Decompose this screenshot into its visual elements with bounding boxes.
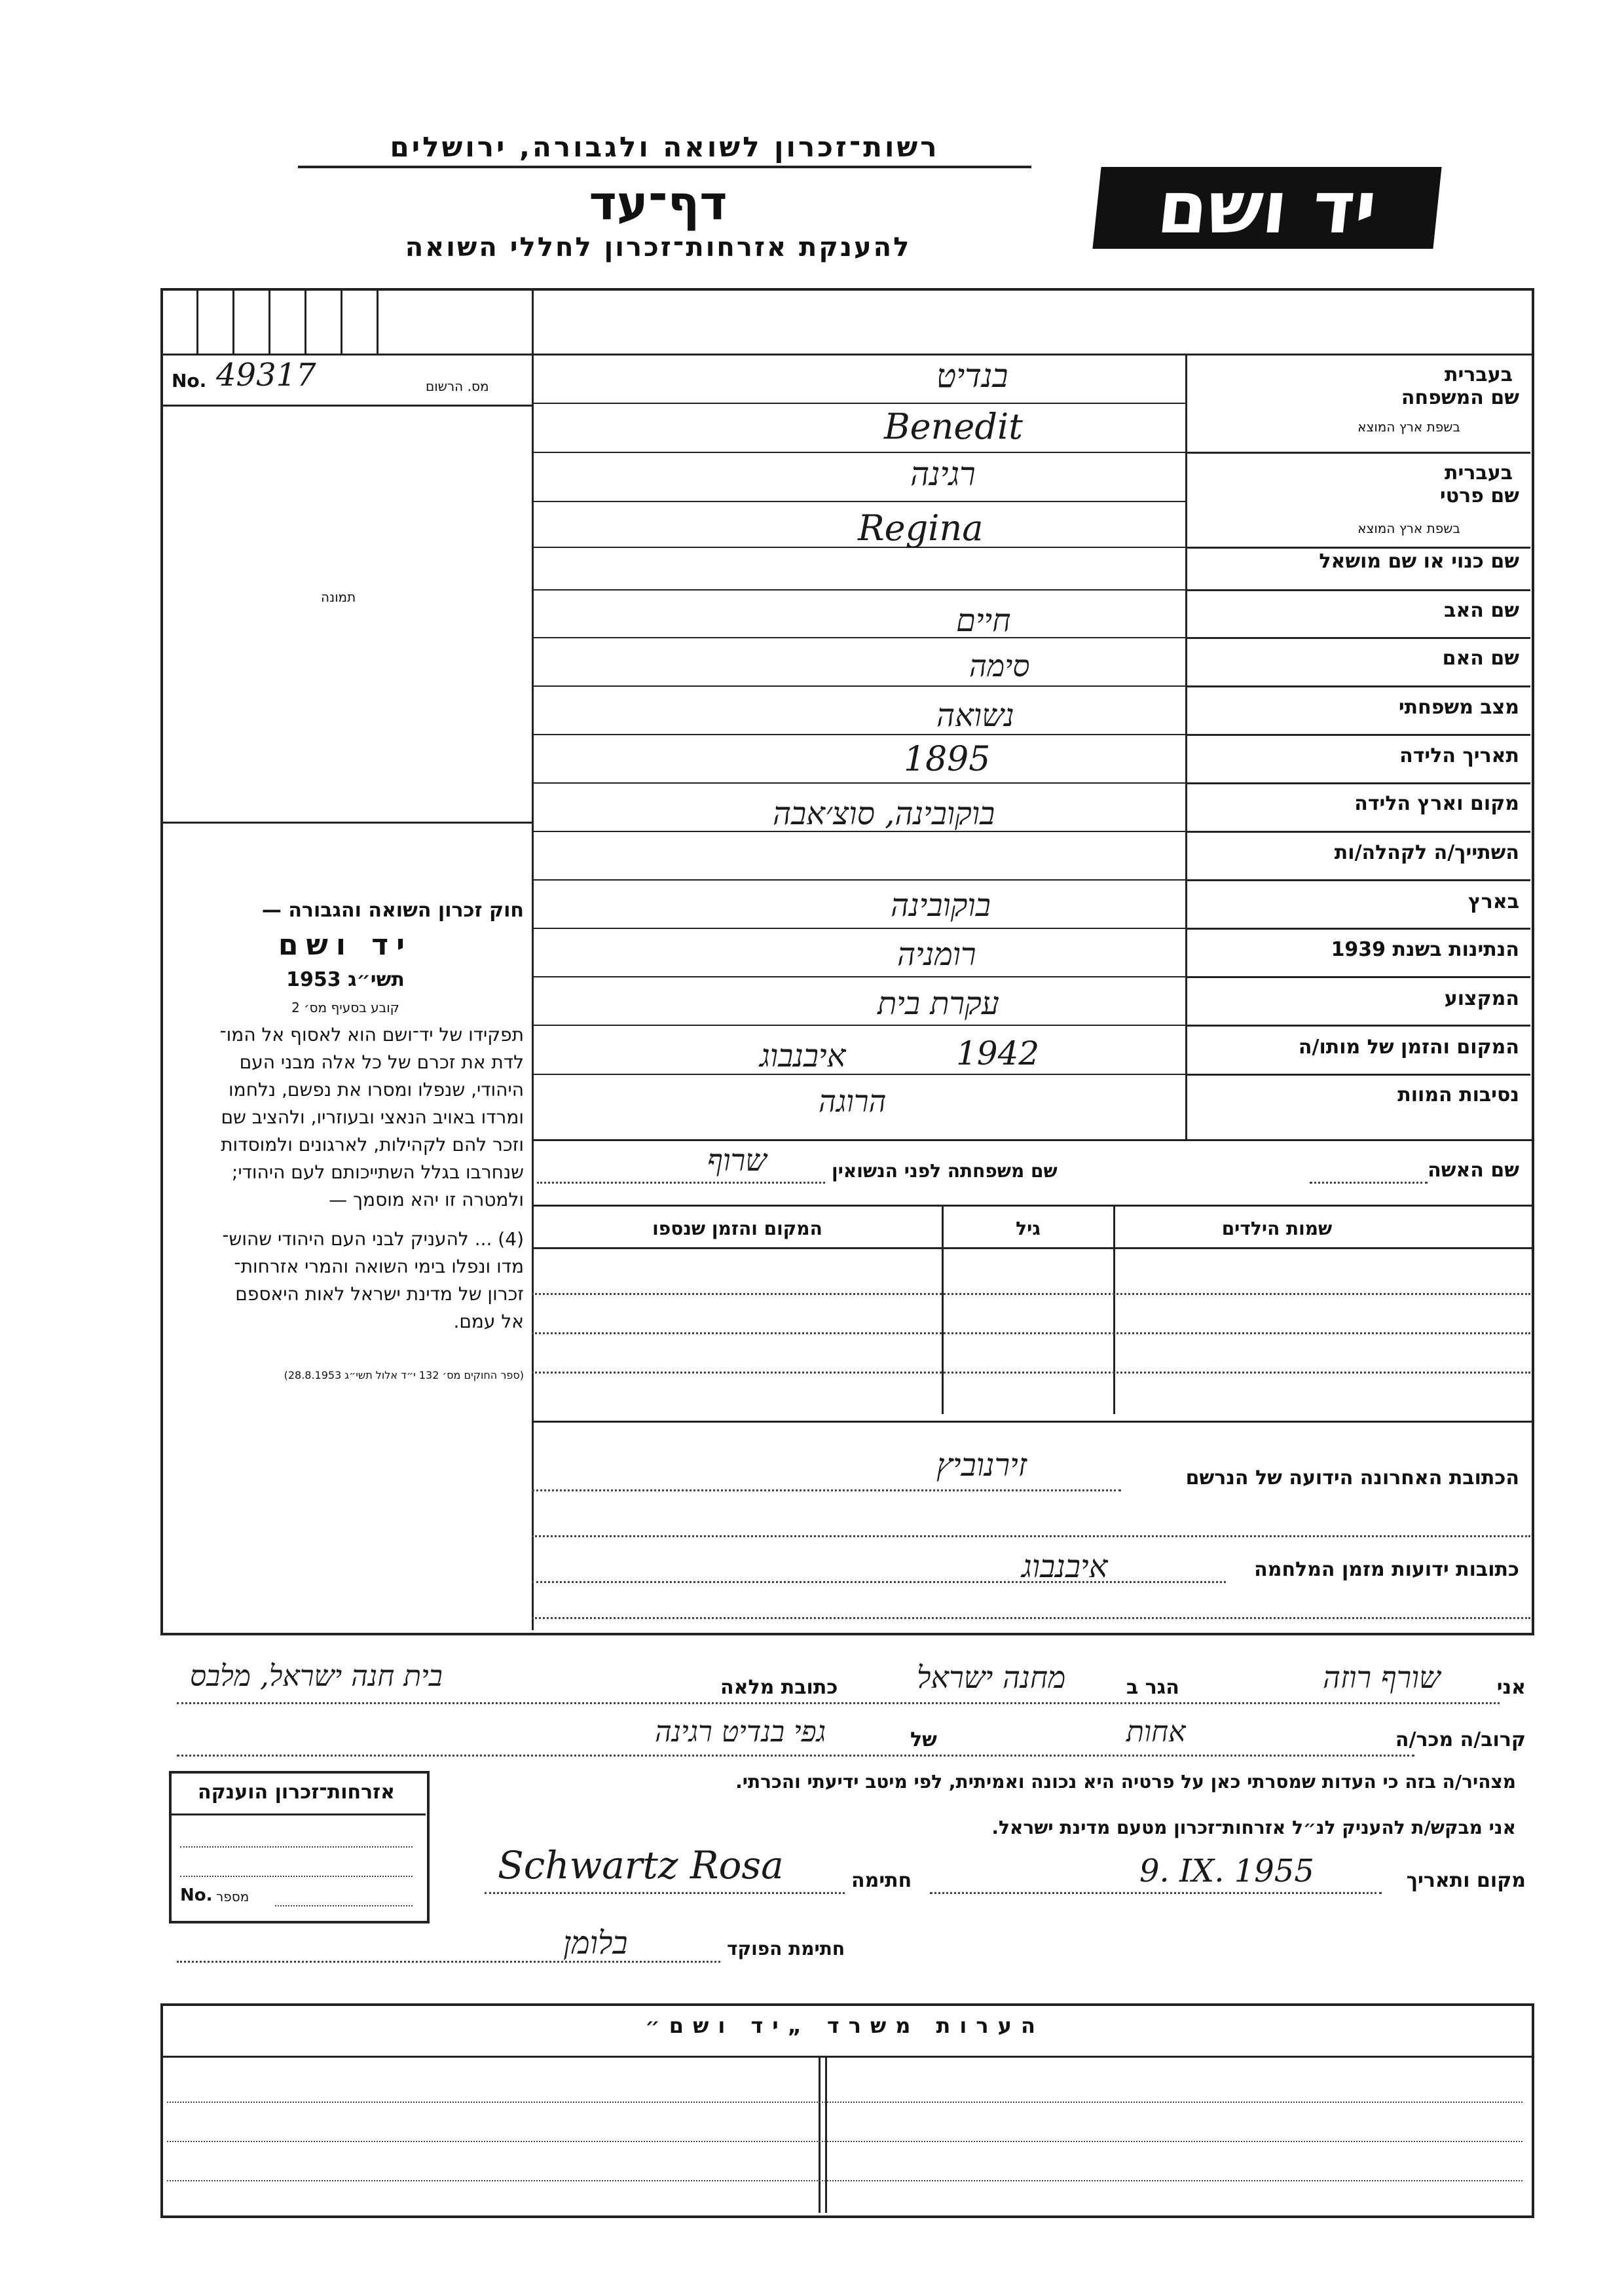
death-place-value: איבנבוג bbox=[760, 1038, 846, 1074]
last-address-value: זירנוביץ bbox=[936, 1447, 1027, 1484]
relation-of-value: גפי בנדיט רגינה bbox=[655, 1715, 826, 1749]
first-name-label: שם פרטי bbox=[1439, 484, 1519, 507]
relation-of-label: של bbox=[910, 1728, 937, 1751]
law-line: לדת את זכרם של כל אלה מבני העם bbox=[239, 1051, 524, 1073]
law-source: (ספר החוקים מס׳ 132 י״ד אלול תשי״ג 28.8.1953) bbox=[284, 1369, 524, 1381]
origin-lang-label: בשפת ארץ המוצא bbox=[1357, 520, 1460, 536]
registration-label: מס. הרשום bbox=[426, 378, 489, 394]
death-place-label: המקום והזמן של מותו/ה bbox=[1298, 1036, 1519, 1059]
father-label: שם האב bbox=[1444, 599, 1519, 622]
children-names-header: שמות הילדים bbox=[1221, 1218, 1333, 1239]
birthdate-label: תאריך הלידה bbox=[1399, 744, 1519, 767]
in-hebrew-label: בעברית bbox=[1445, 363, 1513, 386]
law-line: שנחרבו בגלל השתייכותם לעם היהודי; bbox=[231, 1161, 524, 1183]
wife-label: שם האשה bbox=[1428, 1159, 1519, 1182]
law-line: אל עמם. bbox=[453, 1311, 524, 1332]
law-year: תשי״ג 1953 bbox=[286, 968, 405, 991]
declarant-name: שורף רוזה bbox=[1323, 1660, 1441, 1695]
community-label: השתייך/ה לקהלה/ות bbox=[1334, 841, 1519, 864]
nickname-label: שם כנוי או שם מושאל bbox=[1319, 550, 1519, 573]
citizenship-number-label: מספר bbox=[216, 1889, 249, 1904]
registration-no-label: No. bbox=[172, 370, 207, 392]
registration-number: 49317 bbox=[216, 357, 316, 393]
full-address-label: כתובת מלאה bbox=[720, 1676, 838, 1699]
residence-value: מחנה ישראל bbox=[917, 1660, 1066, 1695]
wife-value: שרוף bbox=[707, 1142, 767, 1178]
death-cause-label: נסיבות המוות bbox=[1397, 1084, 1519, 1106]
declaration-statement-2: אני מבקש/ת להעניק לנ״ל אזרחות־זכרון מטעם מדינת ישראל. bbox=[991, 1817, 1516, 1838]
law-line: תפקידו של יד־ושם הוא לאסוף אל המו־ bbox=[219, 1024, 524, 1046]
law-line: (4) ... להעניק לבני העם היהודי שהוש־ bbox=[222, 1228, 524, 1250]
father-value: חיים bbox=[956, 602, 1011, 639]
marital-value: נשואה bbox=[936, 697, 1014, 734]
law-text bbox=[167, 897, 524, 1389]
place-date-label: מקום ותאריך bbox=[1406, 1869, 1526, 1892]
family-name-hebrew-value: בנדיט bbox=[936, 357, 1008, 395]
profession-label: המקצוע bbox=[1444, 987, 1519, 1010]
first-name-hebrew-value: רגינה bbox=[910, 455, 976, 493]
relation-label: קרוב/ה מכר/ה bbox=[1395, 1728, 1526, 1751]
family-name-origin-value: Benedit bbox=[884, 406, 1023, 447]
office-notes-title: הערות משרד „יד ושם״ bbox=[645, 2013, 1044, 2038]
declarant-prefix: אני bbox=[1496, 1676, 1526, 1699]
law-line: ולמטרה זו יהא מוסמך — bbox=[329, 1189, 524, 1211]
mother-label: שם האם bbox=[1442, 647, 1519, 670]
birthplace-value: בוקובינה, סוצ׳אבה bbox=[773, 795, 995, 832]
law-line: זכרון של מדינת ישראל לאות היאספם bbox=[235, 1283, 524, 1305]
in-hebrew-label: בעברית bbox=[1445, 462, 1513, 484]
birthdate-value: 1895 bbox=[904, 740, 991, 779]
form-title: דף־עד bbox=[589, 175, 728, 230]
citizenship-box-title: אזרחות־זכרון הוענקה bbox=[197, 1781, 396, 1804]
institution-name: רשות־זכרון לשואה ולגבורה, ירושלים bbox=[298, 131, 1031, 168]
war-address-label: כתובות ידועות מזמן המלחמה bbox=[1254, 1558, 1519, 1581]
family-name-label: שם המשפחה bbox=[1401, 386, 1519, 409]
law-line: היהודי, שנפלו ומסרו את נפשם, נלחמו bbox=[229, 1079, 524, 1101]
country-label: בארץ bbox=[1467, 890, 1519, 913]
law-line: ומרדו באויב הנאצי ובעוזריו, ולהציב שם bbox=[221, 1106, 524, 1128]
law-line: וזכר להם לקהילות, לארגונים ולמוסדות bbox=[221, 1134, 524, 1156]
declarant-signature: Schwartz Rosa bbox=[498, 1843, 784, 1887]
law-name: יד ושם bbox=[278, 928, 413, 962]
last-address-label: הכתובת האחרונה הידועה של הנרשם bbox=[1185, 1467, 1519, 1489]
maiden-name-label: שם משפחתה לפני הנשואין bbox=[832, 1160, 1058, 1182]
relation-value: אחות bbox=[1126, 1715, 1186, 1749]
first-name-origin-value: Regina bbox=[858, 507, 984, 549]
yad-vashem-logo: יד ושם bbox=[1092, 167, 1441, 249]
form-subtitle: להענקת אזרחות־זכרון לחללי השואה bbox=[405, 232, 912, 263]
war-address-value: איבנבוג bbox=[1022, 1548, 1108, 1585]
officer-signature-label: חתימת הפוקד bbox=[727, 1938, 845, 1959]
law-heading: חוק זכרון השואה והגבורה — bbox=[261, 899, 524, 922]
birthplace-label: מקום וארץ הלידה bbox=[1354, 792, 1519, 815]
law-line: מדו ונפלו בימי השואה והמרי אזרחות־ bbox=[234, 1256, 524, 1277]
citizenship-no-label: No. bbox=[180, 1886, 213, 1905]
law-clause: קובע בסעיף מס׳ 2 bbox=[291, 1000, 399, 1015]
country-value: בוקובינה bbox=[891, 887, 991, 924]
citizenship-value: רומניה bbox=[897, 936, 976, 973]
full-address-value: בית חנה ישראל, מלבס bbox=[190, 1660, 443, 1693]
death-cause-value: הרוגה bbox=[819, 1084, 887, 1119]
death-year-value: 1942 bbox=[956, 1034, 1040, 1072]
citizenship-label: הנתינות בשנת 1939 bbox=[1331, 938, 1519, 961]
date-value: 9. IX. 1955 bbox=[1139, 1853, 1314, 1889]
officer-signature: בלומן bbox=[563, 1925, 628, 1961]
signature-label: חתימה bbox=[851, 1869, 912, 1892]
profession-value: עקרת בית bbox=[877, 985, 999, 1022]
marital-label: מצב משפחתי bbox=[1398, 696, 1519, 719]
photo-label: תמונה bbox=[321, 589, 356, 605]
children-death-header: המקום והזמן שנספו bbox=[652, 1218, 822, 1239]
origin-lang-label: בשפת ארץ המוצא bbox=[1357, 419, 1460, 435]
residing-label: הגר ב bbox=[1126, 1676, 1179, 1699]
declaration-statement-1: מצהיר/ה בזה כי העדות שמסרתי כאן על פרטיה היא נכונה ואמיתית, לפי מיטב ידיעתי והכרתי. bbox=[735, 1771, 1516, 1793]
mother-value: סימה bbox=[969, 648, 1030, 683]
children-age-header: גיל bbox=[1016, 1218, 1041, 1239]
